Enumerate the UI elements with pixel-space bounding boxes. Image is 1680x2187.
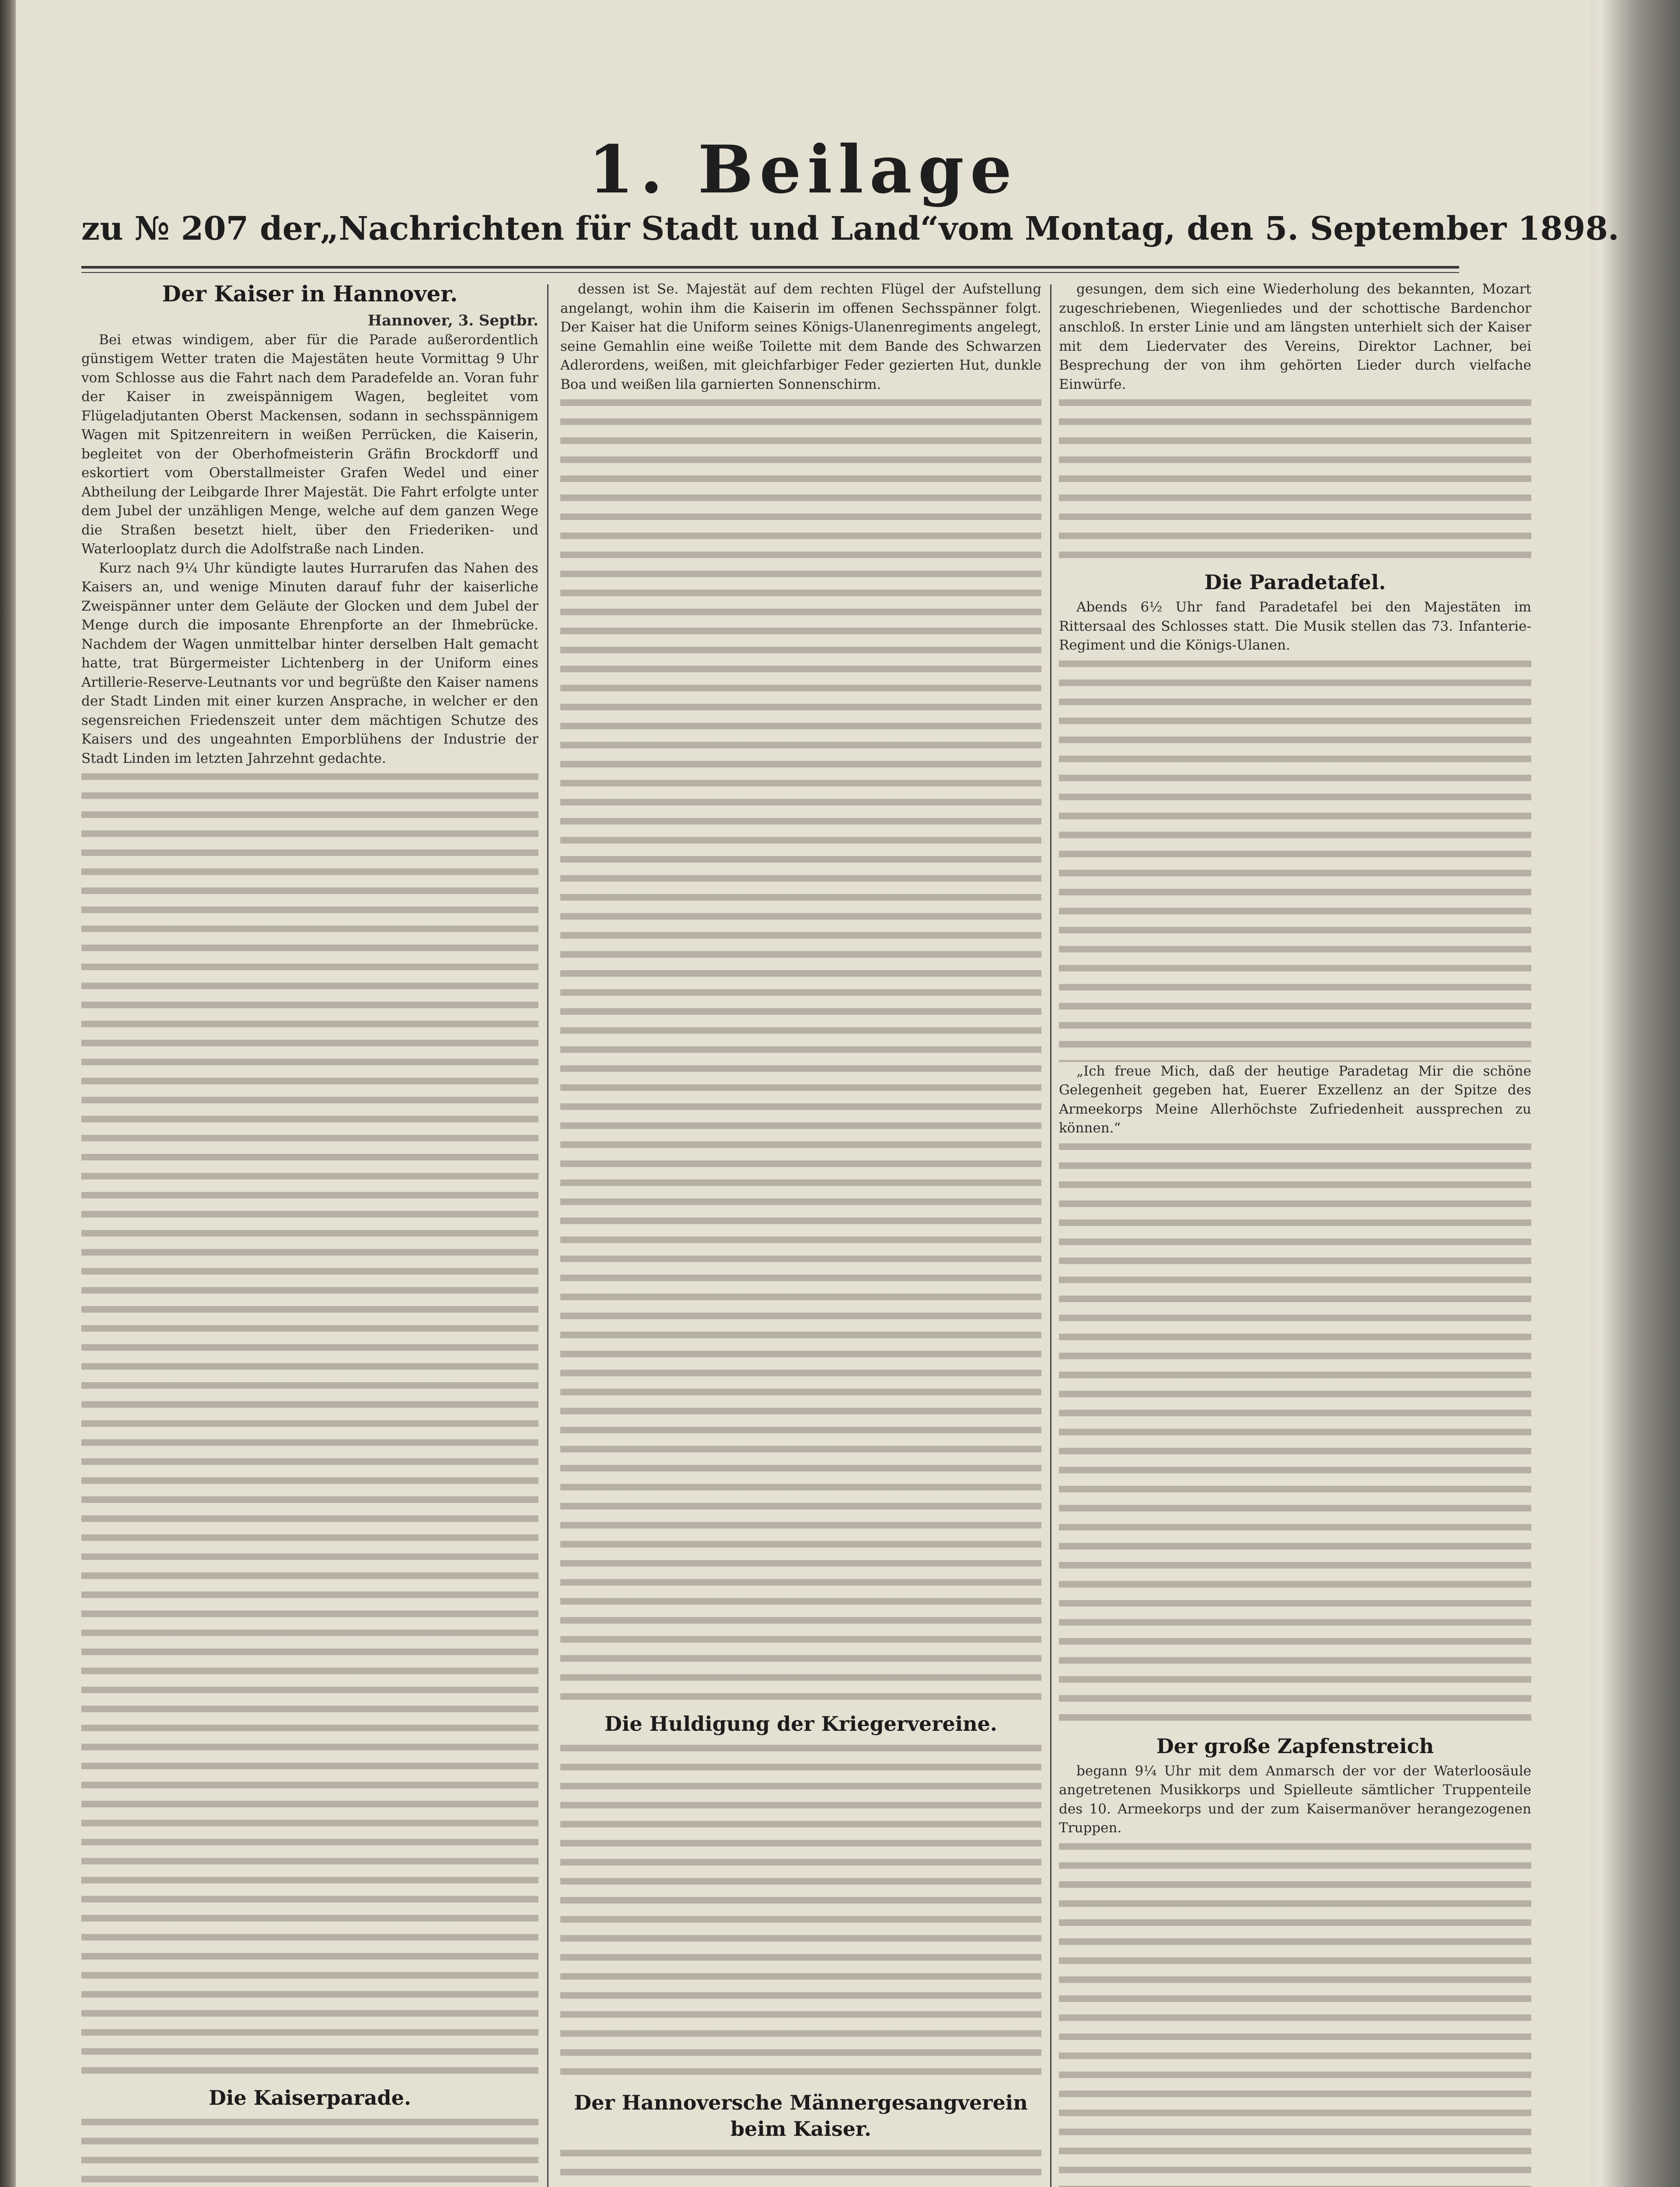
article-paragraph: begann 9¼ Uhr mit dem Anmarsch der vor der Waterloosäule angetretenen Musikkorps und Spielleute sämtlicher Truppenteile des 10. Armeekorps und der zum Kaisermanöver herangezogenen Truppen. [1059,1763,1531,1836]
column-divider [1050,284,1051,2187]
article-text-block [560,2145,1041,2187]
article-text-block [560,394,1041,1706]
newspaper-page [16,0,1619,2187]
column-divider [547,284,548,2187]
column-2 [560,280,1041,2187]
book-spine [0,0,16,2187]
article-paragraph: Abends 6½ Uhr fand Paradetafel bei den Majestäten im Rittersaal des Schlosses statt. Die Musik stellen das 73. Infanterie-Regiment und die Königs-Ulanen. [1059,599,1531,653]
section-heading: Der Hannoversche Männergesangverein beim Kaiser. [574,2091,1028,2141]
section-heading: Die Huldigung der Kriegervereine. [604,1712,997,1736]
article-paragraph: Bei etwas windigem, aber für die Parade außerordentlich günstigem Wetter traten die Majestäten heute Vormittag 9 Uhr vom Schlosse aus die Fahrt nach dem Paradefelde an. Voran fuhr der Kaiser in zweispännigem Wagen, begleitet vom Flügeladjutanten Oberst Mackensen, sodann in sechsspännigem Wagen mit Spitzenreitern in weißen Perrücken, die Kaiserin, begleitet von der Oberhofmeisterin Gräfin Brockdorff und eskortiert vom Oberstallmeister Grafen Wedel und einer Abtheilung der Leibgarde Ihrer Majestät. Die Fahrt erfolgte unter dem Jubel der unzähligen Menge, welche auf dem ganzen Wege die Straßen besetzt hielt, über den Friederiken- und Waterlooplatz durch die Adolfstraße nach Linden. [81,332,538,557]
section-heading: Die Kaiserparade. [209,2086,411,2110]
article-text-block [1059,394,1531,565]
article-paragraph: gesungen, dem sich eine Wiederholung des bekannten, Mozart zugeschriebenen, Wiegenliedes und der schottische Bardenchor anschloß. In erster Linie und am längsten unterhielt sich der Kaiser mit dem Liedervater des Vereins, Direktor Lachner, bei Besprechung der von ihm gehörten Lieder durch vielfache Einwürfe. [1059,281,1531,392]
article-text-block [81,2114,538,2187]
issue-line [81,210,1619,248]
column-1 [81,280,538,2187]
article-paragraph: dessen ist Se. Majestät auf dem rechten Flügel der Aufstellung angelangt, wohin ihm die Kaiserin im offenen Sechsspänner folgt. Der Kaiser hat die Uniform seines Königs-Ulanenregiments angelegt, seine Gemahlin eine weiße Toilette mit dem Bande des Schwarzen Adlerordens, weißen, mit gleichfarbiger Feder gezierten Hut, dunkle Boa und weißen lila garnierten Sonnenschirm. [560,281,1041,392]
dateline: Hannover, 3. Septbr. [367,312,538,329]
section-heading: Der große Zapfenstreich [1156,1734,1434,1758]
toast-quote: „Ich freue Mich, daß der heutige Paradetag Mir die schöne Gelegenheit gegeben hat, Euerer Exzellenz an der Spitze des Armeekorps Meine Allerhöchste Zufriedenheit aussprechen zu können.“ [1059,1063,1531,1136]
article-text-block [1059,1838,1531,2187]
article-text-block [560,1740,1041,2085]
article-text-block [81,768,538,2080]
paper-name: „Nachrichten für Stadt und Land“ [320,210,939,248]
article-heading: Der Kaiser in Hannover. [162,281,458,307]
masthead-rule [81,266,1459,269]
section-heading: Die Paradetafel. [1204,570,1386,594]
article-text-block [1059,655,1531,1062]
supplement-title: 1. Beilage [588,131,1018,208]
article-paragraph: Kurz nach 9¼ Uhr kündigte lautes Hurrarufen das Nahen des Kaisers an, und wenige Minuten darauf fuhr der kaiserliche Zweispänner unter dem Geläute der Glocken und dem Jubel der Menge durch die imposante Ehrenpforte an der Ihmebrücke. Nachdem der Wagen unmittelbar hinter derselben Halt gemacht hatte, trat Bürgermeister Lichtenberg in der Uniform eines Artillerie-Reserve-Leutnants vor und begrüßte den Kaiser namens der Stadt Linden mit einer kurzen Ansprache, in welcher er den segensreichen Friedenszeit unter dem mächtigen Schutze des Kaisers und des ungeahnten Emporblühens der Industrie der Stadt Linden im letzten Jahrzehnt gedachte. [81,560,538,766]
article-text-block [1059,1138,1531,1729]
column-3 [1059,280,1531,2187]
issue-date: vom Montag, den 5. September 1898. [939,210,1619,248]
issue-prefix: zu № 207 der [81,210,320,248]
masthead-rule-thin [81,272,1459,273]
